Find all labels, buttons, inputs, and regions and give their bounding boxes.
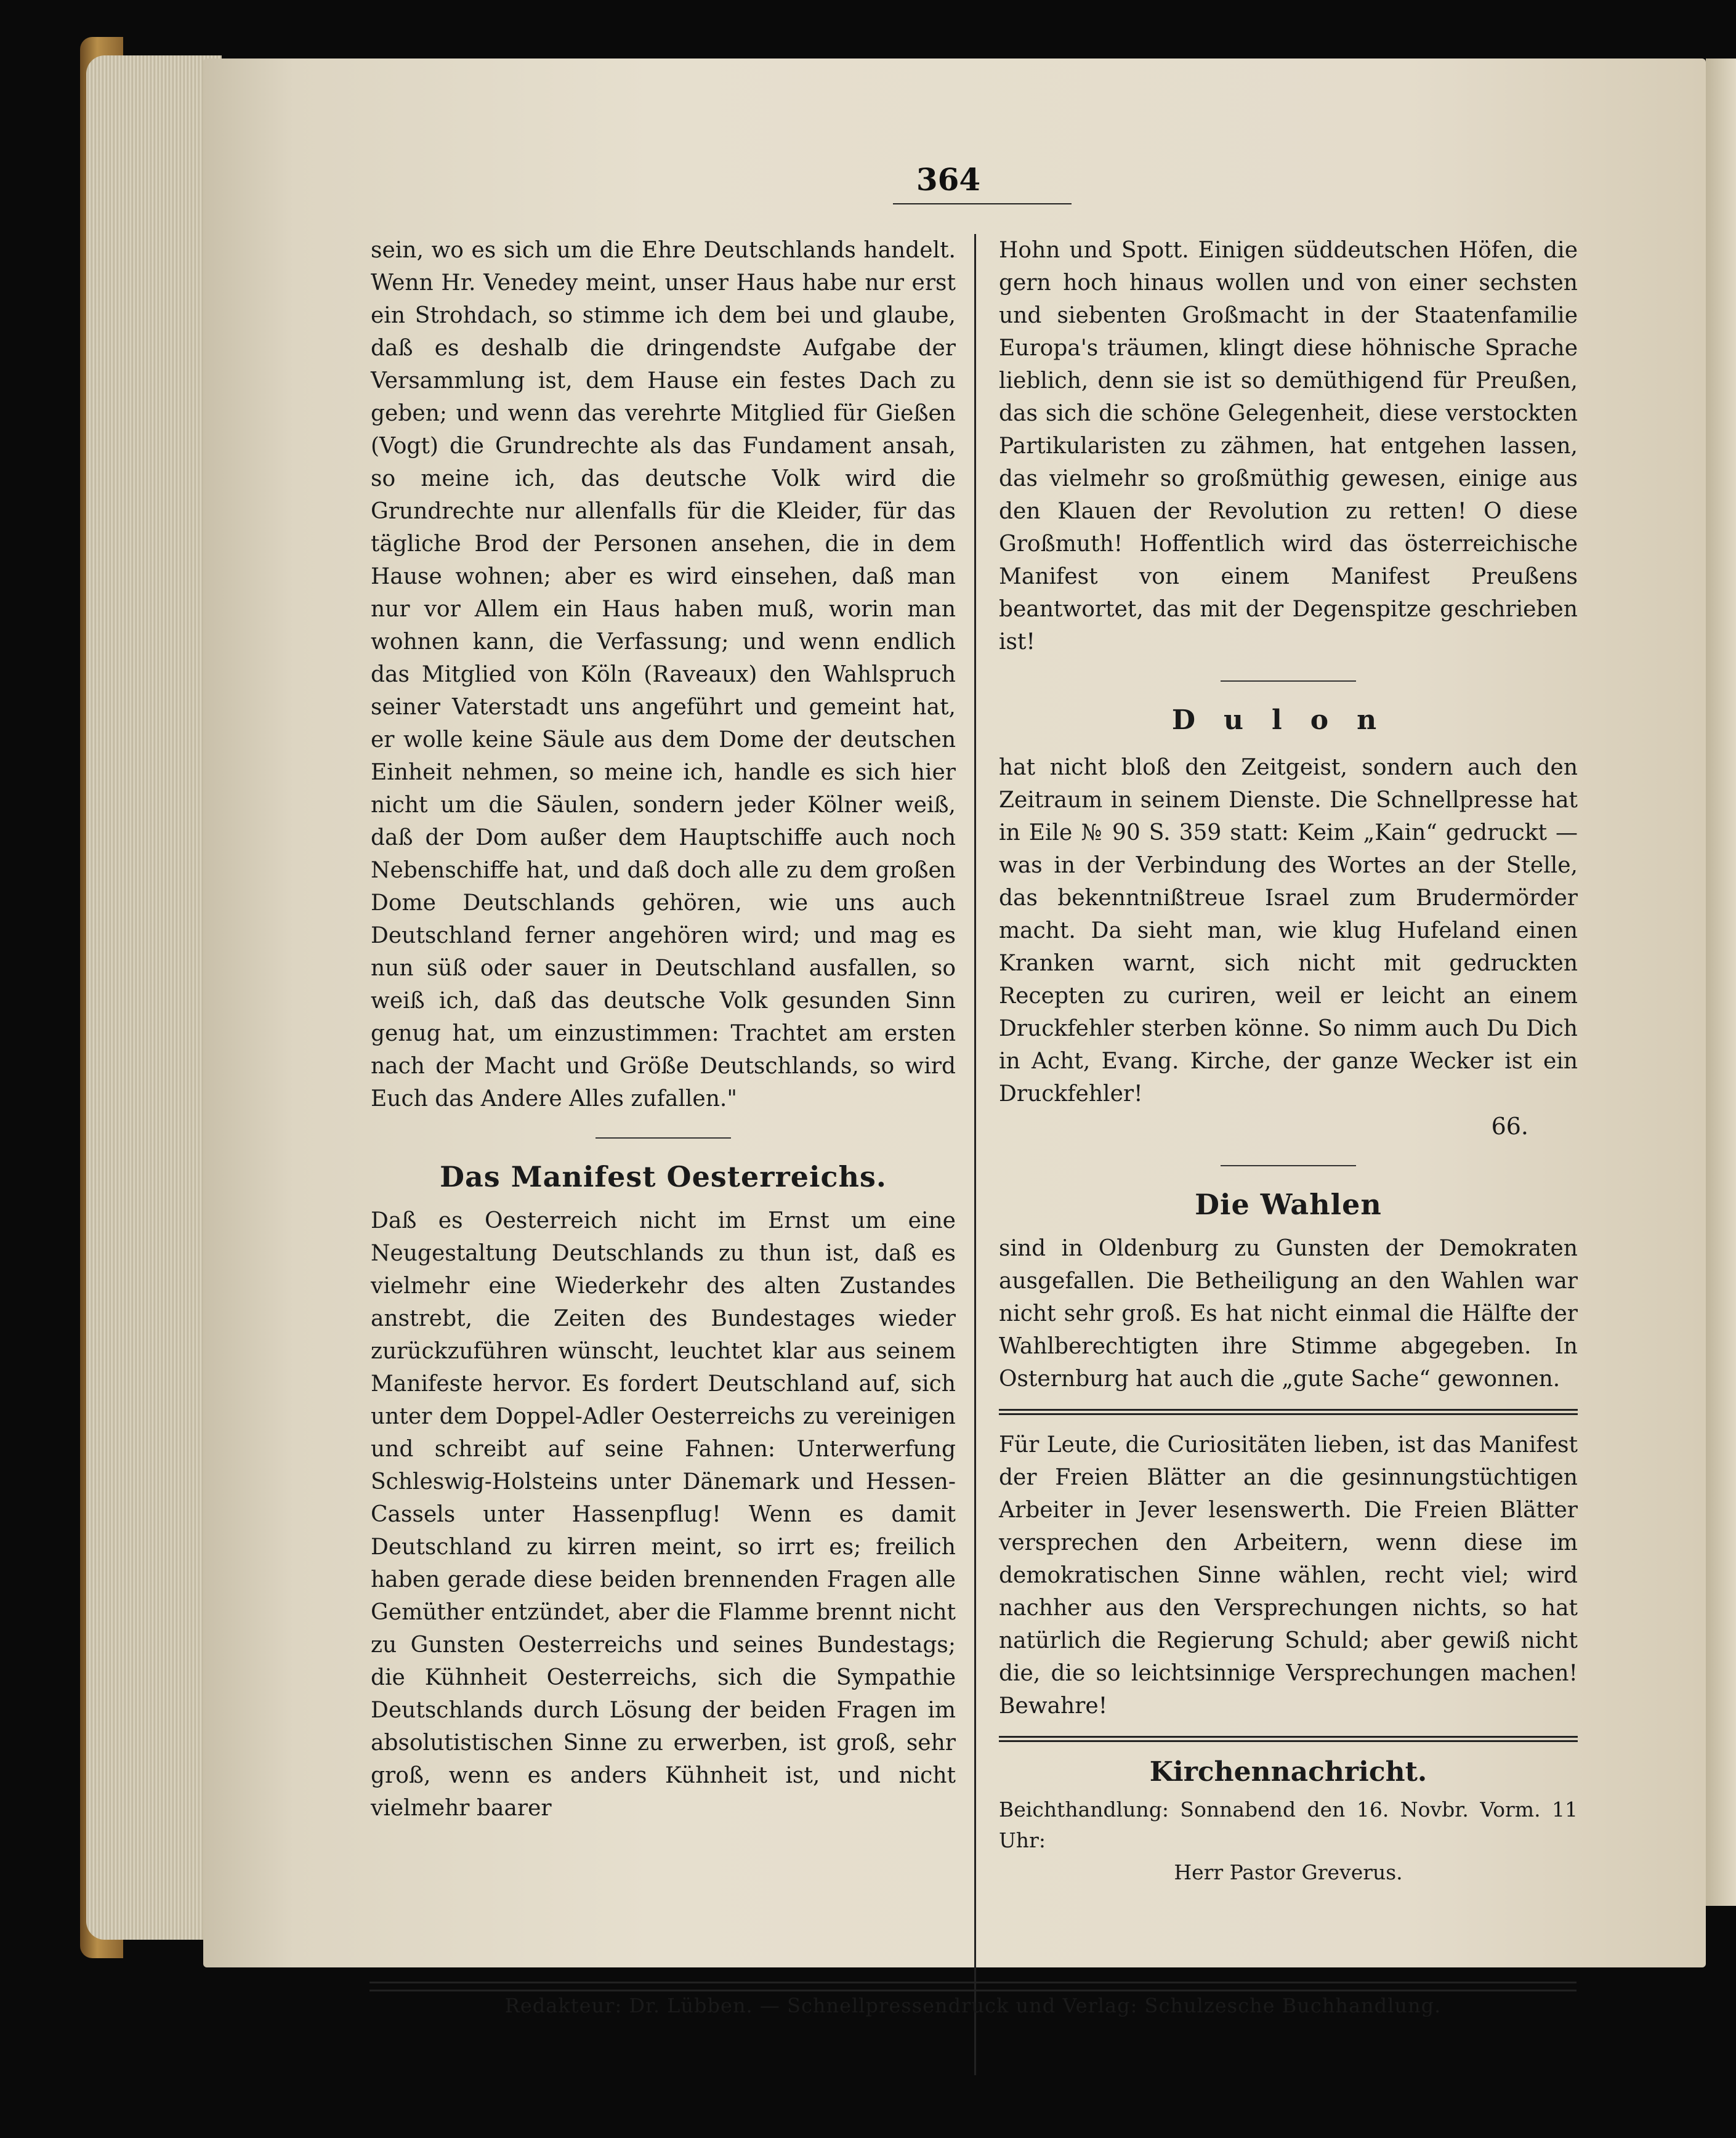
manifest-heading: Das Manifest Oesterreichs. [440, 1160, 887, 1193]
footer-rule [369, 1982, 1577, 1991]
imprint-footer: Redakteur: Dr. Lübben. — Schnellpressendruck und Verlag: Schulzesche Buchhandlung. [504, 1994, 1442, 2017]
dulon-article-text: hat nicht bloß den Zeitgeist, sondern auch den Zeitraum in seinem Dienste. Die Schnellpresse hat in Eile № 90 S. 359 statt: Keim „Kain“ gedruckt — was in der Verbindung des Wortes an der Stelle, das bekenntnißtreue Israel zum Brudermörder macht. Da sieht man, wie klug Hufeland einen Kranken warnt, sich nicht mit gedruckten Recepten zu curiren, weil er leicht an einem Druckfehler sterben könne. So nimm auch Du Dich in Acht, Evang. Kirche, der ganze Wecker ist ein Druckfehler! [999, 755, 1578, 1107]
church-news-text: Beichthandlung: Sonnabend den 16. Novbr. Vorm. 11 Uhr: [999, 1797, 1578, 1852]
section-divider [1221, 680, 1356, 682]
right-continued-text: Hohn und Spott. Einigen süddeutschen Höfen, die gern hoch hinaus wollen und von einer sechsten und siebenten Großmacht in der Staatenfamilie Europa's träumen, klingt diese höhnische Sprache lieblich, denn sie ist so demüthigend für Preußen, das sich die schöne Gelegenheit, diese verstockten Partikularisten zu zähmen, hat entgehen lassen, das vielmehr so großmüthig gewesen, einige aus den Klauen der Revolution zu retten! O diese Großmuth! Hoffentlich wird das österreichische Manifest von einem Manifest Preußens beantwortet, das mit der Degenspitze geschrieben ist! [999, 238, 1578, 655]
column-divider [974, 234, 976, 2075]
page-number: 364 [916, 161, 981, 198]
left-column [371, 234, 956, 1825]
double-divider [999, 1409, 1578, 1415]
manifest-article-text: Daß es Oesterreich nicht im Ernst um eine Neugestaltung Deutschlands zu thun ist, daß es vielmehr eine Wiederkehr des alten Zustandes anstrebt, die Zeiten des Bundestages wieder zurückzuführen wünscht, leuchtet klar aus seinem Manifeste hervor. Es fordert Deutschland auf, sich unter dem Doppel-Adler Oesterreichs zu vereinigen und schreibt auf seine Fahnen: Unterwerfung Schleswig-Holsteins unter Dänemark und Hessen-Cassels unter Hassenpflug! Wenn es damit Deutschland zu kirren meint, so irrt es; freilich haben gerade diese beiden brennenden Fragen alle Gemüther entzündet, aber die Flamme brennt nicht zu Gunsten Oesterreichs und seines Bundestags; die Kühnheit Oesterreichs, sich die Sympathie Deutschlands durch Lösung der beiden Fragen im absolutistischen Sinne zu erwerben, ist groß, sehr groß, wenn es anders Kühnheit ist, und nicht vielmehr baarer [371, 1208, 956, 1821]
dulon-signature: 66. [1491, 1113, 1528, 1140]
page-number-rule [893, 203, 1072, 204]
dulon-heading: Dulon [1171, 704, 1405, 736]
double-divider [999, 1736, 1578, 1742]
section-divider [1221, 1165, 1356, 1166]
wahlen-heading: Die Wahlen [1195, 1188, 1382, 1221]
book-page-stack [86, 55, 222, 1940]
facing-page-edge [1706, 58, 1736, 1906]
right-column [999, 234, 1578, 1889]
church-news-heading: Kirchennachricht. [1149, 1756, 1427, 1788]
wahlen-article-text: sind in Oldenburg zu Gunsten der Demokraten ausgefallen. Die Betheiligung an den Wahlen war nicht sehr groß. Es hat nicht einmal die Hälfte der Wahlberechtigten ihre Stimme abgegeben. In Osternburg hat auch die „gute Sache“ gewonnen. [999, 1236, 1578, 1392]
church-news-pastor: Herr Pastor Greverus. [1174, 1860, 1403, 1884]
section-divider [595, 1137, 731, 1139]
left-continued-text: sein, wo es sich um die Ehre Deutschlands handelt. Wenn Hr. Venedey meint, unser Haus habe nur erst ein Strohdach, so stimme ich dem bei und glaube, daß es deshalb die dringendste Aufgabe der Versammlung ist, dem Hause ein festes Dach zu geben; und wenn das verehrte Mitglied für Gießen (Vogt) die Grundrechte als das Fundament ansah, so meine ich, das deutsche Volk wird die Grundrechte nur allenfalls für die Kleider, für das tägliche Brod der Personen ansehen, die in dem Hause wohnen; aber es wird einsehen, daß man nur vor Allem ein Haus haben muß, worin man wohnen kann, die Verfassung; und wenn endlich das Mitglied von Köln (Raveaux) den Wahlspruch seiner Vaterstadt uns angeführt und gemeint hat, er wolle keine Säule aus dem Dome der deutschen Einheit nehmen, so meine ich, handle es sich hier nicht um die Säulen, sondern jeder Kölner weiß, daß der Dom außer dem Hauptschiffe auch noch Nebenschiffe hat, und daß doch alle zu dem großen Dome Deutschlands gehören, wie uns auch Deutschland ferner angehören wird; und mag es nun süß oder sauer in Deutschland ausfallen, so weiß ich, daß das deutsche Volk gesunden Sinn genug hat, um einzustimmen: Trachtet am ersten nach der Macht und Größe Deutschlands, so wird Euch das Andere Alles zufallen." [371, 238, 956, 1111]
curiosities-notice: Für Leute, die Curiositäten lieben, ist das Manifest der Freien Blätter an die gesinnungstüchtigen Arbeiter in Jever lesenswerth. Die Freien Blätter versprechen den Arbeitern, wenn diese im demokratischen Sinne wählen, recht viel; wird nachher aus den Versprechungen nichts, so hat natürlich die Regierung Schuld; aber gewiß nicht die, die so leichtsinnige Versprechungen machen! Bewahre! [999, 1432, 1578, 1719]
